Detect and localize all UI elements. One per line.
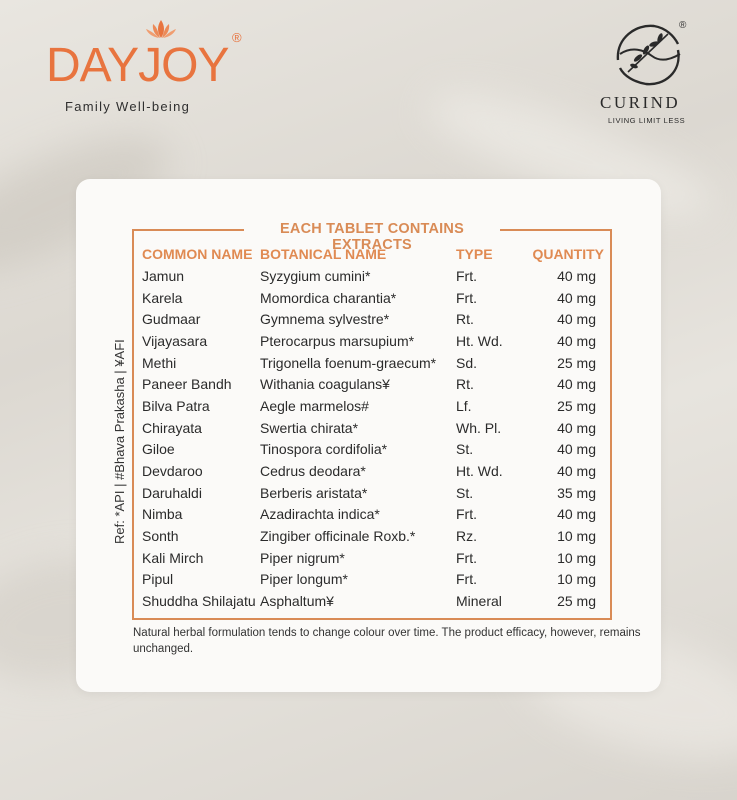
- cell-quantity: 40 mg: [557, 441, 596, 458]
- table-row: [134, 569, 604, 591]
- cell-quantity: 25 mg: [557, 397, 596, 414]
- reference-note: Ref: *API | #Bhava Prakasha | ¥AFI: [112, 339, 127, 544]
- frame-top-right: [500, 229, 612, 231]
- cell-type: Frt.: [456, 267, 477, 284]
- cell-quantity: 10 mg: [557, 528, 596, 545]
- lotus-icon: [144, 18, 178, 40]
- registered-mark: ®: [232, 30, 242, 45]
- table-row: [134, 525, 604, 547]
- cell-quantity: 40 mg: [557, 332, 596, 349]
- cell-common-name: Jamun: [142, 267, 185, 284]
- cell-common-name: Shuddha Shilajatu: [142, 593, 256, 610]
- cell-type: Mineral: [456, 593, 502, 610]
- cell-quantity: 10 mg: [557, 571, 596, 588]
- cell-quantity: 40 mg: [557, 267, 596, 284]
- cell-common-name: Nimba: [142, 506, 183, 523]
- cell-botanical-name: Zingiber officinale Roxb.*: [260, 528, 416, 545]
- ingredients-table: [134, 243, 604, 612]
- cell-common-name: Sonth: [142, 528, 179, 545]
- cell-botanical-name: Withania coagulans¥: [260, 376, 390, 393]
- cell-common-name: Methi: [142, 354, 177, 371]
- cell-type: Frt.: [456, 571, 477, 588]
- registered-mark: ®: [679, 20, 687, 31]
- table-row: [134, 590, 604, 612]
- dayjoy-logo: [46, 18, 256, 118]
- cell-type: Frt.: [456, 289, 477, 306]
- column-header-common-name: COMMON NAME: [142, 246, 253, 262]
- curind-wordmark: CURIND: [600, 93, 681, 112]
- cell-botanical-name: Berberis aristata*: [260, 484, 368, 501]
- frame-top-left: [132, 229, 244, 231]
- cell-type: Frt.: [456, 549, 477, 566]
- cell-common-name: Kali Mirch: [142, 549, 204, 566]
- cell-botanical-name: Azadirachta indica*: [260, 506, 380, 523]
- column-header-type: TYPE: [456, 246, 493, 262]
- cell-type: Ht. Wd.: [456, 332, 503, 349]
- cell-quantity: 10 mg: [557, 549, 596, 566]
- cell-type: Rt.: [456, 311, 474, 328]
- table-row: [134, 308, 604, 330]
- table-row: [134, 439, 604, 461]
- dayjoy-wordmark: DAYJOY: [46, 39, 229, 92]
- cell-botanical-name: Trigonella foenum-graecum*: [260, 354, 437, 371]
- cell-quantity: 25 mg: [557, 354, 596, 371]
- cell-common-name: Karela: [142, 289, 183, 306]
- curind-tagline: LIVING LIMIT LESS: [608, 116, 686, 125]
- cell-botanical-name: Tinospora cordifolia*: [260, 441, 388, 458]
- table-row: [134, 460, 604, 482]
- column-header-botanical-name: BOTANICAL NAME: [260, 246, 387, 262]
- table-row: [134, 330, 604, 352]
- column-header-quantity: QUANTITY: [532, 246, 604, 262]
- leaf-branch-emblem-icon: [612, 20, 686, 88]
- curind-logo: [596, 20, 706, 130]
- table-row: [134, 417, 604, 439]
- ingredients-card: [76, 179, 661, 692]
- cell-type: Lf.: [456, 397, 472, 414]
- footnote: Natural herbal formulation tends to change colour over time. The product efficacy, however, remains unchanged.: [133, 627, 641, 655]
- cell-type: Wh. Pl.: [456, 419, 502, 436]
- cell-botanical-name: Cedrus deodara*: [260, 463, 366, 480]
- card-heading: EACH TABLET CONTAINS EXTRACTS: [280, 221, 464, 253]
- cell-type: Ht. Wd.: [456, 463, 503, 480]
- cell-botanical-name: Piper longum*: [260, 571, 348, 588]
- table-row: [134, 373, 604, 395]
- cell-common-name: Vijayasara: [142, 332, 208, 349]
- cell-type: Frt.: [456, 506, 477, 523]
- cell-type: Rz.: [456, 528, 477, 545]
- cell-common-name: Daruhaldi: [142, 484, 202, 501]
- cell-botanical-name: Asphaltum¥: [260, 593, 334, 610]
- cell-common-name: Gudmaar: [142, 311, 201, 328]
- cell-botanical-name: Aegle marmelos#: [260, 397, 369, 414]
- table-header-row: [134, 243, 604, 265]
- cell-common-name: Pipul: [142, 571, 174, 588]
- table-row: [134, 287, 604, 309]
- table-row: [134, 547, 604, 569]
- cell-quantity: 25 mg: [557, 593, 596, 610]
- table-row: [134, 352, 604, 374]
- cell-botanical-name: Momordica charantia*: [260, 289, 397, 306]
- cell-common-name: Bilva Patra: [142, 397, 210, 414]
- cell-common-name: Devdaroo: [142, 463, 203, 480]
- cell-type: St.: [456, 484, 474, 501]
- table-row: [134, 265, 604, 287]
- table-row: [134, 482, 604, 504]
- cell-quantity: 40 mg: [557, 289, 596, 306]
- cell-common-name: Paneer Bandh: [142, 376, 232, 393]
- table-row: [134, 504, 604, 526]
- cell-quantity: 40 mg: [557, 376, 596, 393]
- cell-quantity: 40 mg: [557, 463, 596, 480]
- cell-quantity: 40 mg: [557, 311, 596, 328]
- dayjoy-tagline: Family Well-being: [65, 99, 191, 114]
- table-row: [134, 395, 604, 417]
- cell-type: Rt.: [456, 376, 474, 393]
- cell-type: Sd.: [456, 354, 478, 371]
- table-body: [134, 265, 604, 612]
- cell-common-name: Giloe: [142, 441, 175, 458]
- cell-botanical-name: Gymnema sylvestre*: [260, 311, 390, 328]
- cell-botanical-name: Swertia chirata*: [260, 419, 359, 436]
- cell-quantity: 35 mg: [557, 484, 596, 501]
- cell-common-name: Chirayata: [142, 419, 202, 436]
- cell-type: St.: [456, 441, 474, 458]
- cell-botanical-name: Pterocarpus marsupium*: [260, 332, 415, 349]
- cell-quantity: 40 mg: [557, 506, 596, 523]
- cell-quantity: 40 mg: [557, 419, 596, 436]
- cell-botanical-name: Syzygium cumini*: [260, 267, 371, 284]
- cell-botanical-name: Piper nigrum*: [260, 549, 345, 566]
